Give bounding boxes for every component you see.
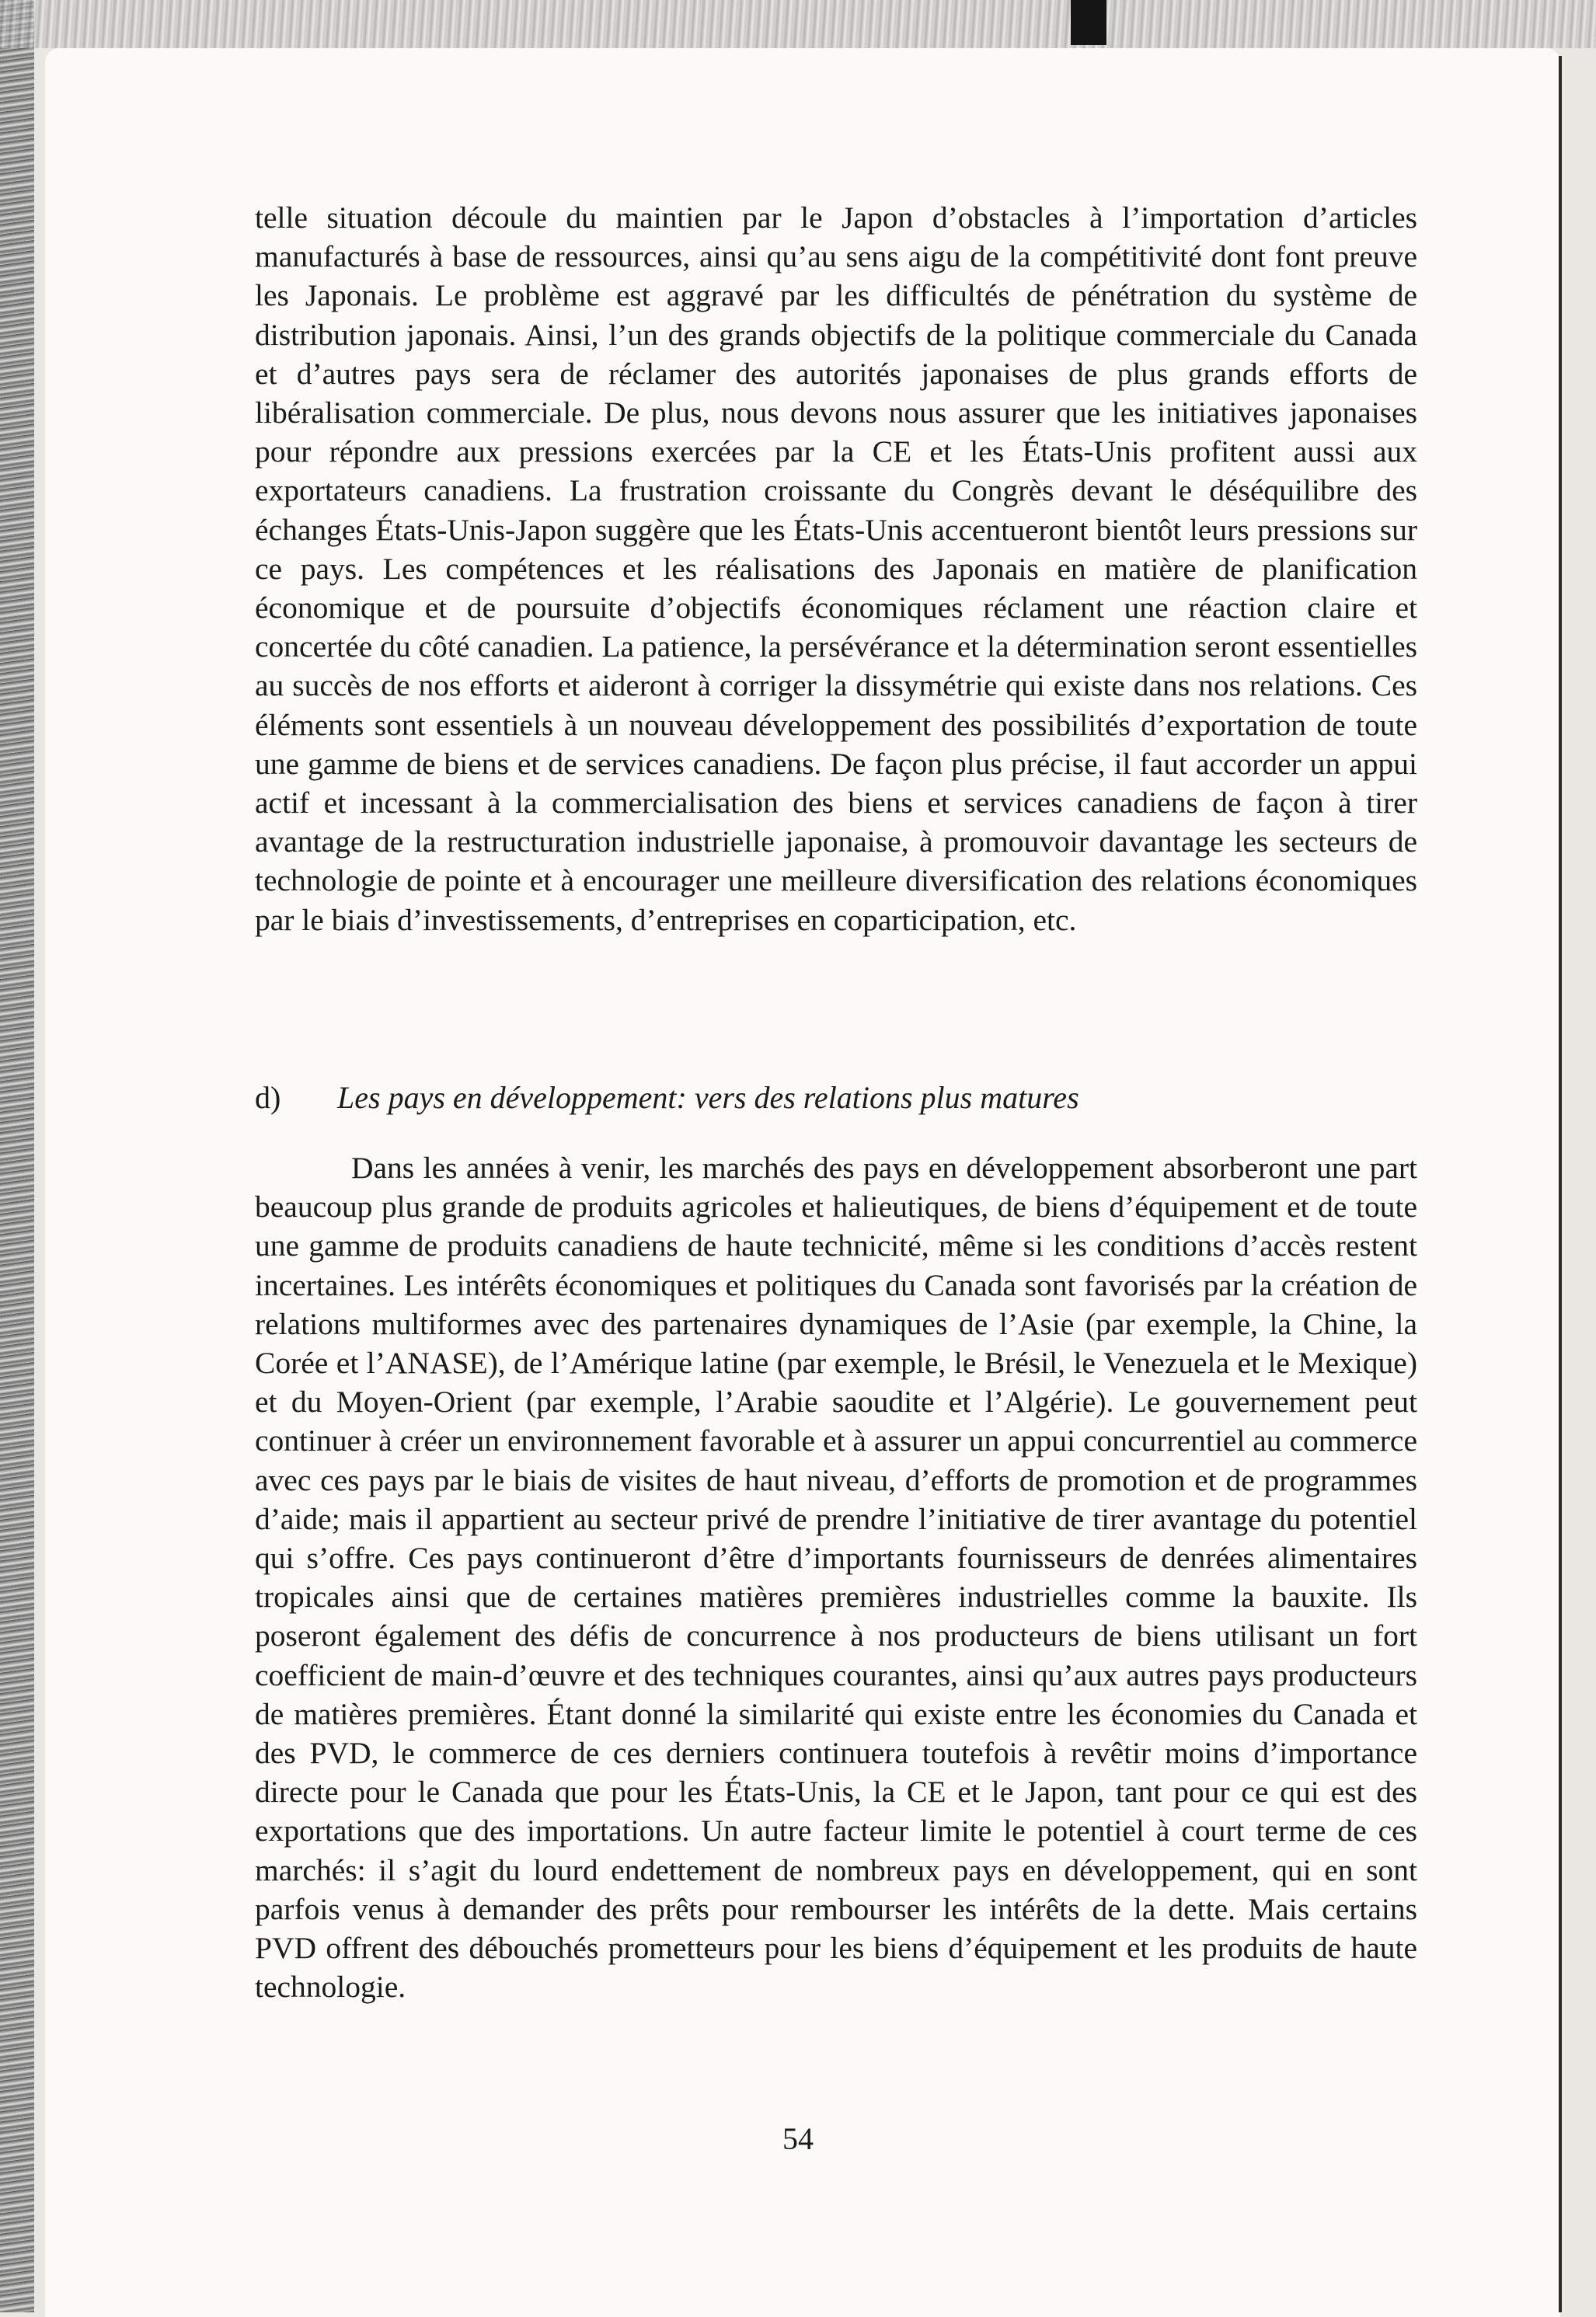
section-heading (255, 1078, 1417, 1117)
section-letter: d) (255, 1080, 281, 1115)
right-margin-rule (1559, 56, 1562, 2312)
paragraph-japan: telle situation découle du maintien par le Japon d’obstacles à l’importation d’articles manufacturés à base de ressources, ainsi qu’au sens aigu de la compétitivité dont font preuve les Japonais. Le problème est aggravé par les difficultés de pénétration du système de distribution japonais. Ainsi, l’un des grands objectifs de la politique commerciale du Canada et d’autres pays sera de réclamer des autorités japonaises de plus grands efforts de libéralisation commerciale. De plus, nous devons nous assurer que les initiatives japonaises pour répondre aux pressions exercées par la CE et les États-Unis profitent aussi aux exportateurs canadiens. La frustration croissante du Congrès devant le déséquilibre des échanges États-Unis-Japon suggère que les États-Unis accentueront bientôt leurs pressions sur ce pays. Les compétences et les réalisations des Japonais en matière de planification économique et de poursuite d’objectifs économiques réclament une réaction claire et concertée du côté canadien. La patience, la persévérance et la détermination seront essentielles au succès de nos efforts et aideront à corriger la dissymétrie qui existe dans nos relations. Ces éléments sont essentiels à un nouveau développement des possibilités d’exportation de toute une gamme de biens et de services canadiens. De façon plus précise, il faut accorder un appui actif et incessant à la commercialisation des biens et services canadiens de façon à tirer avantage de la restructuration industrielle japonaise, à promouvoir davantage les secteurs de technologie de pointe et à encourager une meilleure diversification des relations économiques par le biais d’investissements, d’entreprises en coparticipation, etc. (255, 200, 1417, 937)
section-title: Les pays en développement: vers des relations plus matures (337, 1080, 1079, 1115)
scan-dark-mark (1071, 0, 1106, 45)
scan-binding-edge (0, 0, 34, 2312)
body-text-bottom (255, 1148, 1417, 2006)
body-text-top (255, 198, 1417, 939)
paragraph-developing-countries: Dans les années à venir, les marchés des pays en développement absorberont une part beaucoup plus grande de produits agricoles et halieutiques, de biens d’équipement et de toute une gamme de produits canadiens de haute technicité, même si les conditions d’accès restent incertaines. Les intérêts économiques et politiques du Canada sont favorisés par la création de relations multiformes avec des partenaires dynamiques de l’Asie (par exemple, la Chine, la Corée et l’ANASE), de l’Amérique latine (par exemple, le Brésil, le Venezuela et le Mexique) et du Moyen-Orient (par exemple, l’Arabie saoudite et l’Algérie). Le gouvernement peut continuer à créer un environnement favorable et à assurer un appui concurrentiel au commerce avec ces pays par le biais de visites de haut niveau, d’efforts de promotion et de programmes d’aide; mais il appartient au secteur privé de prendre l’initiative de tirer avantage du potentiel qui s’offre. Ces pays continueront d’être d’importants fournisseurs de denrées alimentaires tropicales ainsi que de certaines matières premières industrielles comme la bauxite. Ils poseront également des défis de concurrence à nos producteurs de biens utilisant un fort coefficient de main-d’œuvre et des techniques courantes, ainsi qu’aux autres pays producteurs de matières premières. Étant donné la similarité qui existe entre les économies du Canada et des PVD, le commerce de ces derniers continuera toutefois à revêtir moins d’importance directe pour le Canada que pour les États-Unis, la CE et le Japon, tant pour ce qui est des exportations que des importations. Un autre facteur limite le potentiel à court terme de ces marchés: il s’agit du lourd endettement de nombreux pays en développement, qui en sont parfois venus à demander des prêts pour rembourser les intérêts de la dette. Mais certains PVD offrent des débouchés prometteurs pour les biens d’équipement et les produits de haute technologie. (255, 1151, 1417, 2005)
scan-top-edge (0, 0, 1596, 48)
page-number: 54 (782, 2121, 814, 2156)
